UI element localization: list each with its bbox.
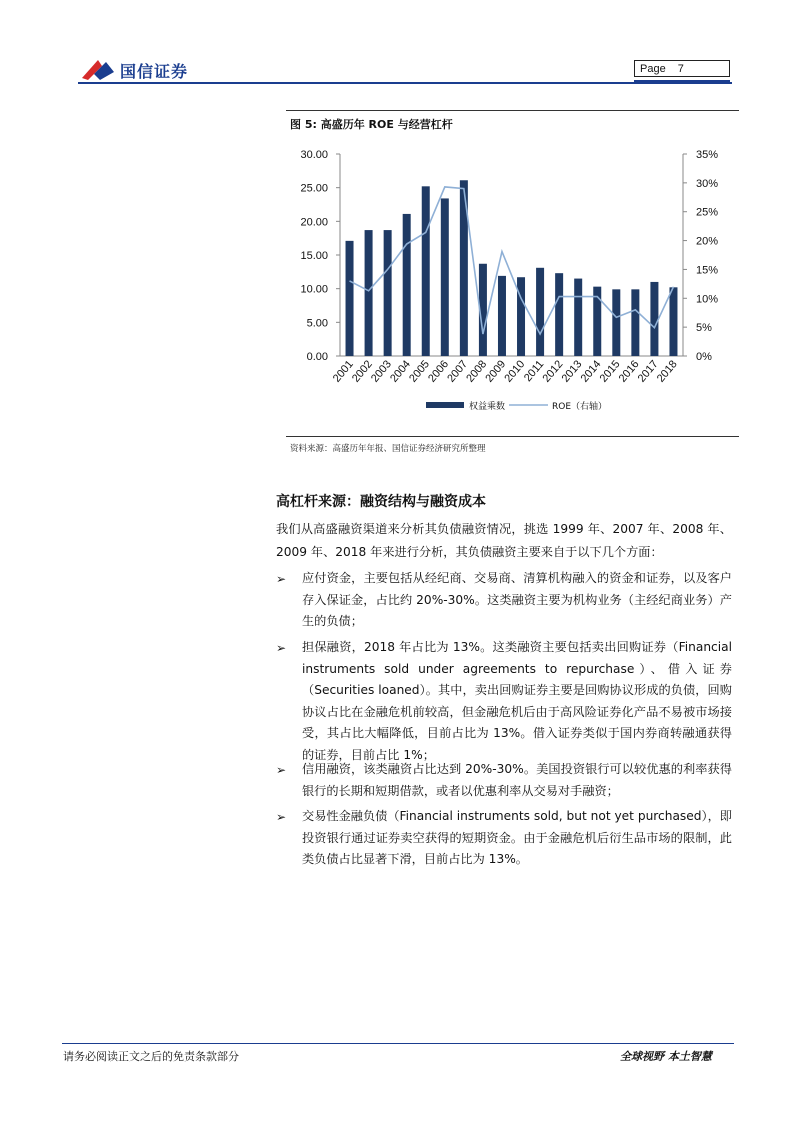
roe-leverage-chart — [286, 140, 739, 430]
x-tick-label: 2006 — [426, 358, 452, 385]
right-tick-label: 35% — [696, 149, 719, 161]
page-number: 7 — [677, 63, 684, 75]
section-title: 高杠杆来源：融资结构与融资成本 — [276, 494, 486, 510]
x-tick-label: 2014 — [578, 358, 604, 385]
x-tick-label: 2007 — [445, 358, 471, 385]
right-tick-label: 0% — [696, 351, 712, 363]
bar-equity-multiplier — [422, 186, 430, 356]
legend-bar-swatch — [426, 402, 464, 408]
bar-equity-multiplier — [403, 214, 411, 356]
arrow-bullet-icon: ➢ — [276, 572, 287, 586]
bar-equity-multiplier — [536, 268, 544, 356]
x-tick-label: 2010 — [502, 358, 528, 385]
footer-rule — [62, 1043, 734, 1044]
x-tick-label: 2009 — [483, 358, 509, 385]
right-tick-label: 15% — [696, 264, 719, 277]
bar-equity-multiplier — [574, 279, 582, 356]
bar-equity-multiplier — [650, 282, 658, 356]
x-tick-label: 2015 — [597, 358, 623, 385]
arrow-bullet-icon: ➢ — [276, 641, 287, 655]
section-intro: 我们从高盛融资渠道来分析其负债融资情况，挑选 1999 年、2007 年、2008 年、2009 年、2018 年来进行分析，其负债融资主要来自于以下几个方面： — [276, 522, 732, 559]
brand-name: 国信证券 — [120, 62, 189, 81]
bar-equity-multiplier — [346, 241, 354, 356]
legend-bar-label: 权益乘数 — [469, 402, 506, 412]
right-tick-label: 25% — [696, 206, 719, 219]
left-tick-label: 25.00 — [300, 182, 328, 195]
left-tick-label: 15.00 — [300, 250, 328, 262]
right-tick-label: 30% — [696, 177, 719, 190]
page-label: Page — [640, 63, 666, 75]
figure-title: 图 5: 高盛历年 ROE 与经营杠杆 — [290, 118, 453, 131]
figure-bottom-rule — [286, 436, 739, 437]
page-indicator-underline — [634, 80, 730, 82]
legend-line-label: ROE（右轴） — [552, 402, 608, 412]
x-tick-label: 2002 — [349, 358, 375, 385]
bar-equity-multiplier — [555, 273, 563, 356]
footer-slogan: 全球视野 本土智慧 — [620, 1050, 712, 1063]
x-tick-label: 2003 — [369, 358, 394, 385]
x-tick-label: 2012 — [540, 358, 566, 385]
bar-equity-multiplier — [441, 198, 449, 356]
bullet-text: 应付资金，主要包括从经纪商、交易商、清算机构融入的资金和证券，以及客户存入保证金，占比约 20%-30%。这类融资主要为机构业务（主经纪商业务）产生的负债； — [302, 571, 732, 629]
bar-equity-multiplier — [517, 277, 525, 356]
logo-mark-icon — [80, 56, 116, 82]
footer-disclaimer: 请务必阅读正文之后的免责条款部分 — [63, 1050, 239, 1063]
bar-equity-multiplier — [384, 230, 392, 356]
left-tick-label: 30.00 — [300, 149, 328, 161]
x-tick-label: 2011 — [521, 358, 547, 385]
left-tick-label: 0.00 — [306, 351, 328, 363]
bullet-text: 信用融资，该类融资占比达到 20%-30%。美国投资银行可以较优惠的利率获得银行的长期和短期借款，或者以优惠利率从交易对手融资； — [302, 762, 732, 798]
arrow-bullet-icon: ➢ — [276, 763, 287, 777]
bullet-text: 担保融资，2018 年占比为 13%。这类融资主要包括卖出回购证券（Financial instruments sold under agreements to repurchase）、借入证券（Securities loaned）。其中，卖出回购证券主要是回购协议形成的负债，回购协议占比在金融危机前较高，但金融危机后由于高风险证券化产品不易被市场接受，其占比大幅降低，目前占比为 13%。借入证券类似于国内券商转融通获得的证券，目前占比 1%； — [302, 640, 732, 762]
figure-top-rule — [286, 110, 739, 111]
left-tick-label: 10.00 — [300, 283, 328, 296]
bar-equity-multiplier — [612, 289, 620, 356]
bar-equity-multiplier — [631, 289, 639, 356]
left-tick-label: 5.00 — [306, 317, 328, 330]
bullet-text: 交易性金融负债（Financial instruments sold, but not yet purchased），即投资银行通过证券卖空获得的短期资金。由于金融危机后衍生品市场的限制，此类负债占比显著下滑，目前占比为 13%。 — [302, 809, 732, 867]
x-tick-label: 2005 — [407, 358, 433, 385]
bar-equity-multiplier — [498, 276, 506, 356]
chart-svg — [286, 140, 739, 430]
bar-equity-multiplier — [669, 287, 677, 356]
x-tick-label: 2016 — [616, 358, 642, 385]
company-logo — [80, 56, 220, 84]
left-tick-label: 20.00 — [300, 216, 328, 229]
header-rule — [78, 82, 732, 84]
right-tick-label: 20% — [696, 235, 719, 248]
x-tick-label: 2017 — [635, 358, 661, 385]
bar-equity-multiplier — [365, 230, 373, 356]
arrow-bullet-icon: ➢ — [276, 810, 287, 824]
figure-source: 资料来源：高盛历年年报、国信证券经济研究所整理 — [290, 444, 486, 454]
x-tick-label: 2018 — [654, 358, 680, 385]
x-tick-label: 2004 — [388, 358, 413, 385]
x-tick-label: 2008 — [464, 358, 490, 385]
roe-line — [350, 187, 674, 334]
right-tick-label: 10% — [696, 293, 719, 306]
right-tick-label: 5% — [696, 322, 712, 335]
page-indicator — [634, 60, 730, 77]
x-tick-label: 2013 — [559, 358, 585, 385]
x-tick-label: 2001 — [330, 358, 356, 385]
